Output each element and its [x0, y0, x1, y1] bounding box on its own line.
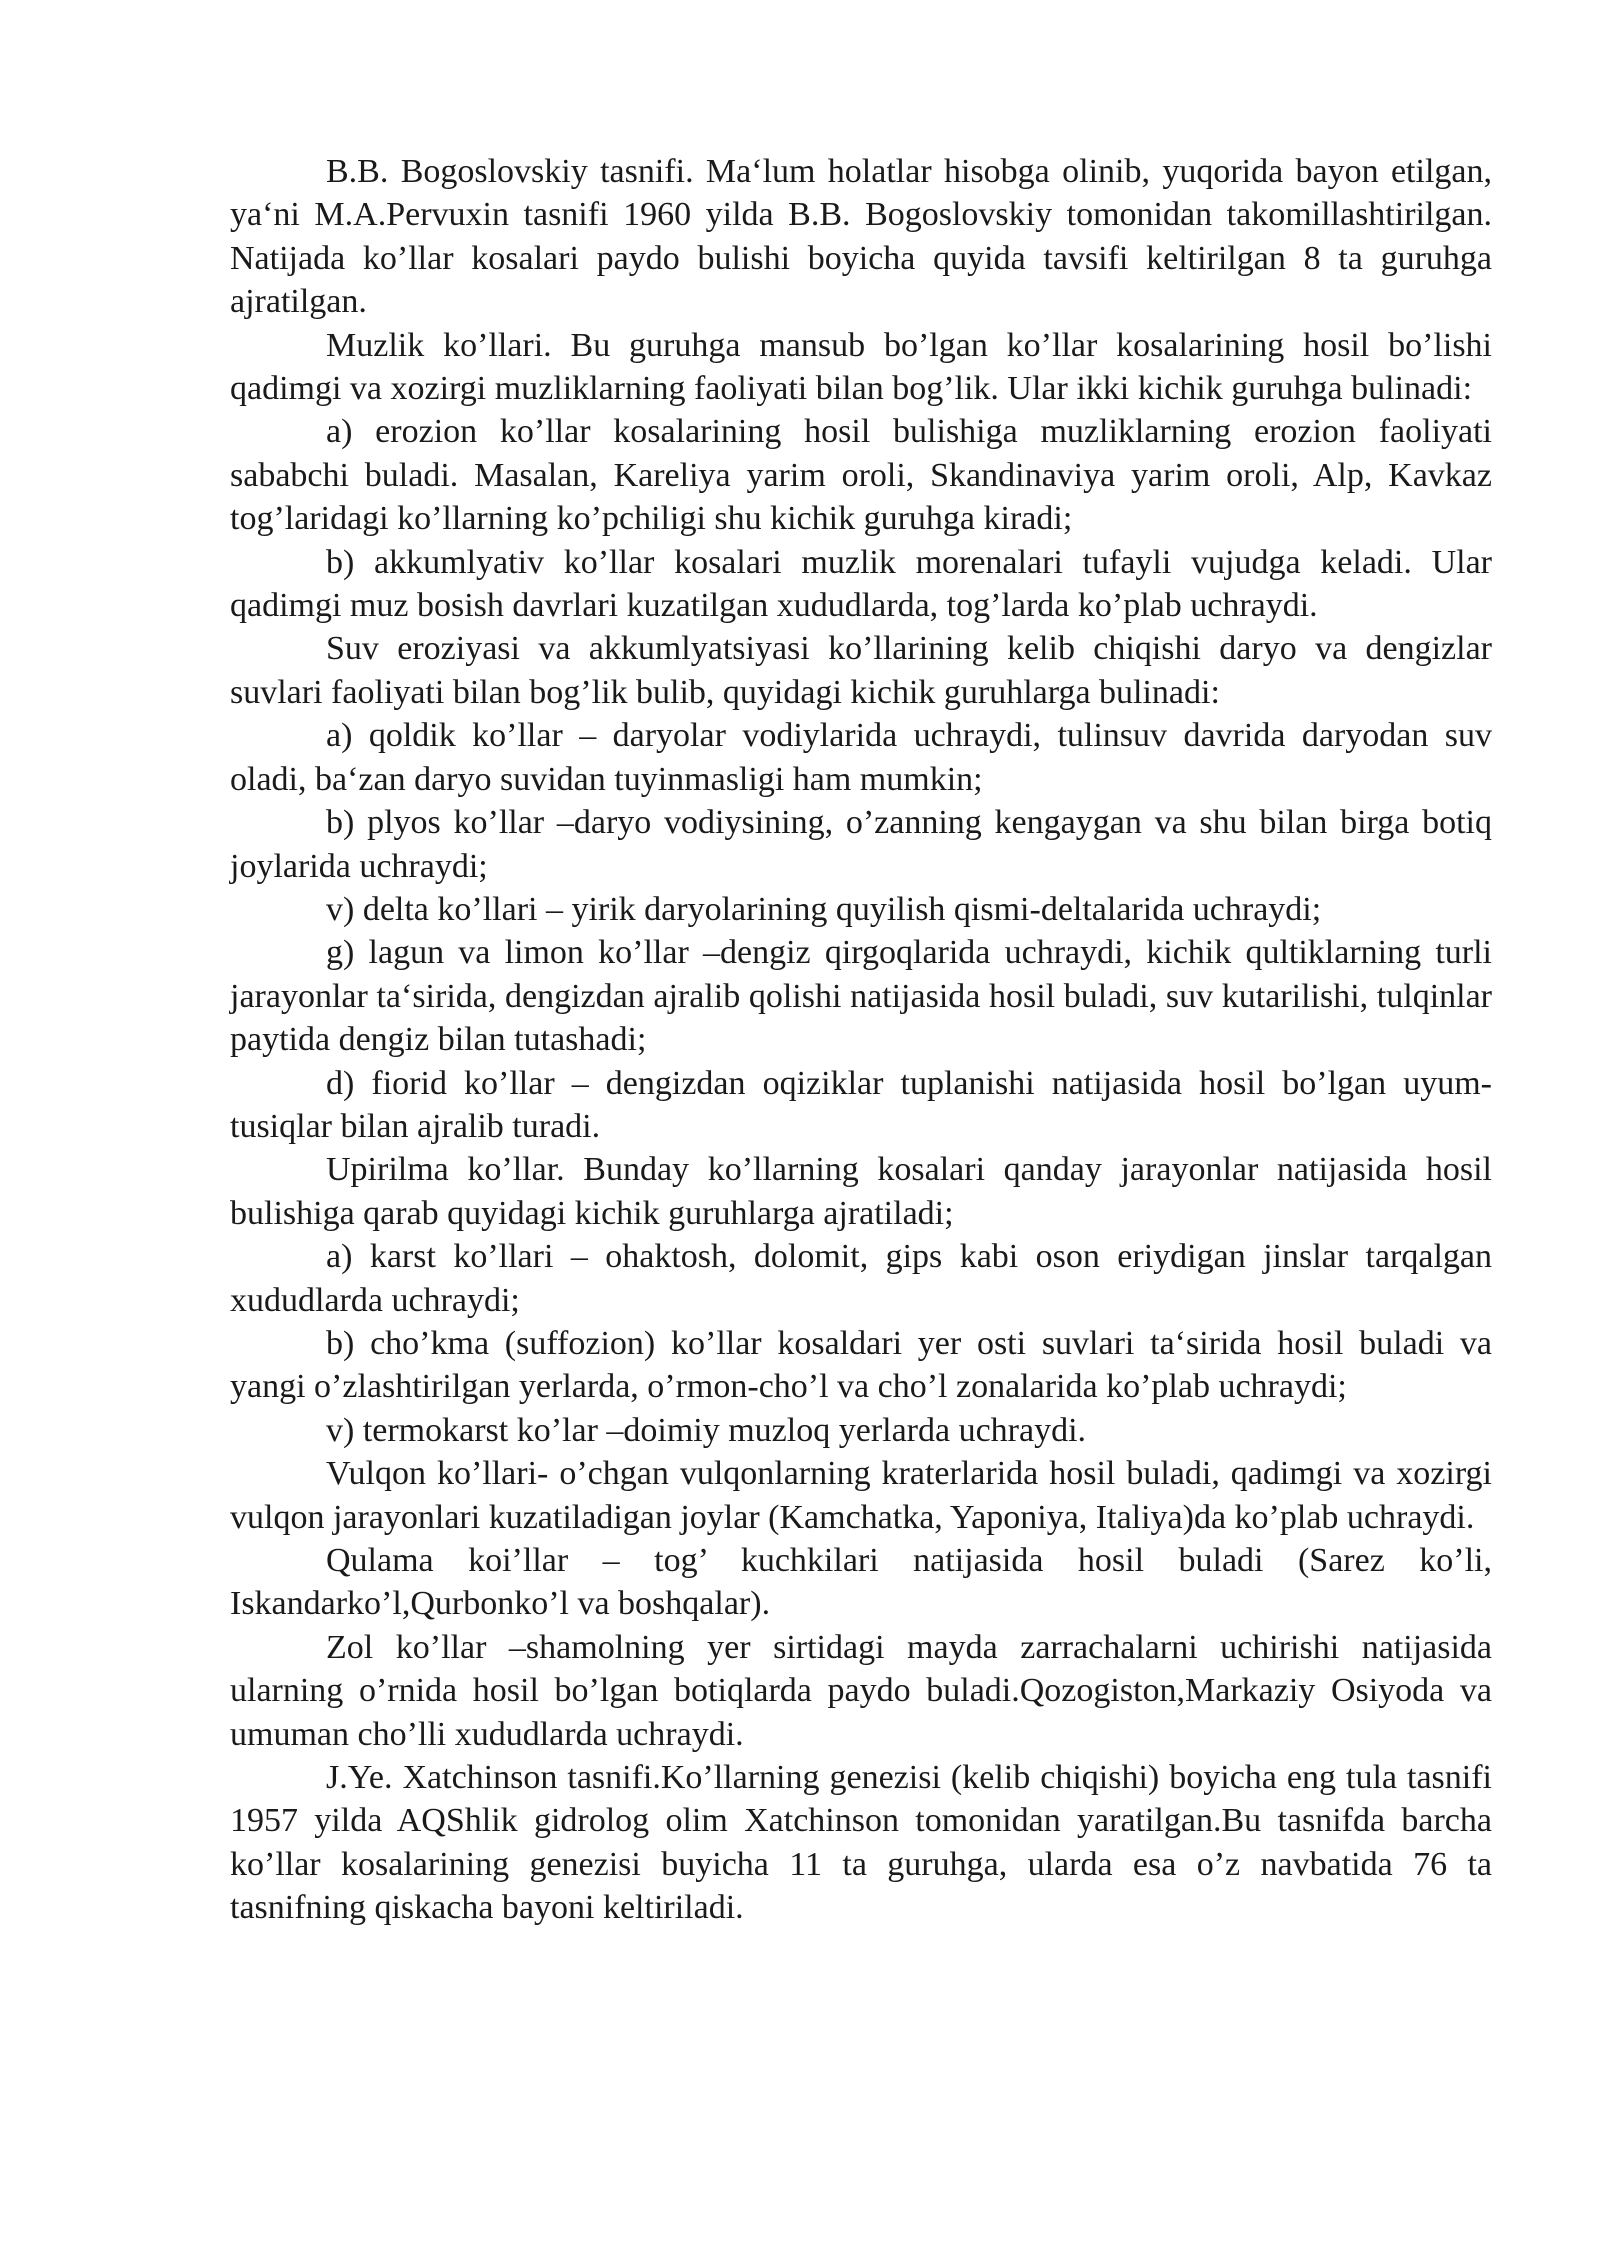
paragraph-residual-lakes: a) qoldik ko’llar – daryolar vodiylarida uchraydi, tulinsuv davrida daryodan suv oladi, ba‘zan daryo suvidan tuyinmasligi ham mumkin;	[230, 717, 1492, 798]
paragraph-suffosion-lakes: b) cho’kma (suffozion) ko’llar kosaldari yer osti suvlari ta‘sirida hosil buladi va yangi o’zlashtirilgan yerlarda, o’rmon-cho’l va cho’l zonalarida ko’plab uchraydi;	[230, 1324, 1492, 1406]
paragraph-fjord-lakes: d) fiorid ko’llar – dengizdan oqiziklar tuplanishi natijasida hosil bo’lgan uyum-tusiqlar bilan ajralib turadi.	[230, 1064, 1492, 1145]
paragraph-aeolian-lakes: Zol ko’llar –shamolning yer sirtidagi mayda zarrachalarni uchirishi natijasida ularning o’rnida hosil bo’lgan botiqlarda paydo buladi.Qozogiston,Markaziy Osiyoda va umuman cho’lli xududlarda uchraydi.	[230, 1628, 1492, 1753]
paragraph-water-erosion-lakes: Suv eroziyasi va akkumlyatsiyasi ko’llarining kelib chiqishi daryo va dengizlar suvlari faoliyati bilan bog’lik bulib, quyidagi kichik guruhlarga bulinadi:	[230, 630, 1492, 711]
paragraph-glacial-lakes: Muzlik ko’llari. Bu guruhga mansub bo’lgan ko’llar kosalarining hosil bo’lishi qadimgi va xozirgi muzliklarning faoliyati bilan bog’lik. Ular ikki kichik guruhga bulinadi:	[230, 326, 1492, 408]
paragraph-landslide-lakes: Qulama koi’llar – tog’ kuchkilari natijasida hosil buladi (Sarez ko’li, Iskandarko’l,Qurbonko’l va boshqalar).	[230, 1542, 1492, 1623]
paragraph-plyos-lakes: b) plyos ko’llar –daryo vodiysining, o’zanning kengaygan va shu bilan birga botiq joylarida uchraydi;	[230, 804, 1492, 885]
paragraph-subsidence-lakes: Upirilma ko’llar. Bunday ko’llarning kosalari qanday jarayonlar natijasida hosil bulishiga qarab quyidagi kichik guruhlarga ajratiladi;	[230, 1151, 1492, 1232]
paragraph-erosion-glacial: a) erozion ko’llar kosalarining hosil bulishiga muzliklarning erozion faoliyati sababchi buladi. Masalan, Kareliya yarim oroli, Skandinaviya yarim oroli, Alp, Kavkaz tog’laridagi ko’llarning ko’pchiligi shu kichik guruhga kiradi;	[230, 413, 1492, 538]
paragraph-accumulative-glacial: b) akkumlyativ ko’llar kosalari muzlik morenalari tufayli vujudga keladi. Ular qadimgi muz bosish davrlari kuzatilgan xududlarda, tog’larda ko’plab uchraydi.	[230, 543, 1492, 625]
paragraph-delta-lakes: v) delta ko’llari – yirik daryolarining quyilish qismi-deltalarida uchraydi;	[326, 890, 1322, 928]
paragraph-bogoslovskiy-intro: B.B. Bogoslovskiy tasnifi. Ma‘lum holatlar hisobga olinib, yuqorida bayon etilgan, ya‘ni M.A.Pervuxin tasnifi 1960 yilda B.B. Bogoslovskiy tomonidan takomillashtirilgan. Natijada ko’llar kosalari paydo bulishi boyicha quyida tavsifi keltirilgan 8 ta guruhga ajratilgan.	[230, 153, 1492, 321]
paragraph-hutchinson: J.Ye. Xatchinson tasnifi.Ko’llarning genezisi (kelib chiqishi) boyicha eng tula tasnifi 1957 yilda AQShlik gidrolog olim Xatchinson tomonidan yaratilgan.Bu tasnifda barcha ko’llar kosalarining genezisi buyicha 11 ta guruhga, ularda esa o’z navbatida 76 ta tasnifning qiskacha bayoni keltiriladi.	[230, 1759, 1492, 1927]
paragraph-thermokarst-lakes: v) termokarst ko’lar –doimiy muzloq yerlarda uchraydi.	[326, 1411, 1087, 1449]
paragraph-volcanic-lakes: Vulqon ko’llari- o’chgan vulqonlarning kraterlarida hosil buladi, qadimgi va xozirgi vulqon jarayonlari kuzatiladigan joylar (Kamchatka, Yaponiya, Italiya)da ko’plab uchraydi.	[230, 1455, 1492, 1536]
paragraph-karst-lakes: a) karst ko’llari – ohaktosh, dolomit, gips kabi oson eriydigan jinslar tarqalgan xududlarda uchraydi;	[230, 1238, 1492, 1319]
paragraph-lagoon-lakes: g) lagun va limon ko’llar –dengiz qirgoqlarida uchraydi, kichik qultiklarning turli jarayonlar ta‘sirida, dengizdan ajralib qolishi natijasida hosil buladi, suv kutarilishi, tulqinlar paytida dengiz bilan tutashadi;	[230, 934, 1492, 1059]
document-page	[230, 150, 1492, 1930]
